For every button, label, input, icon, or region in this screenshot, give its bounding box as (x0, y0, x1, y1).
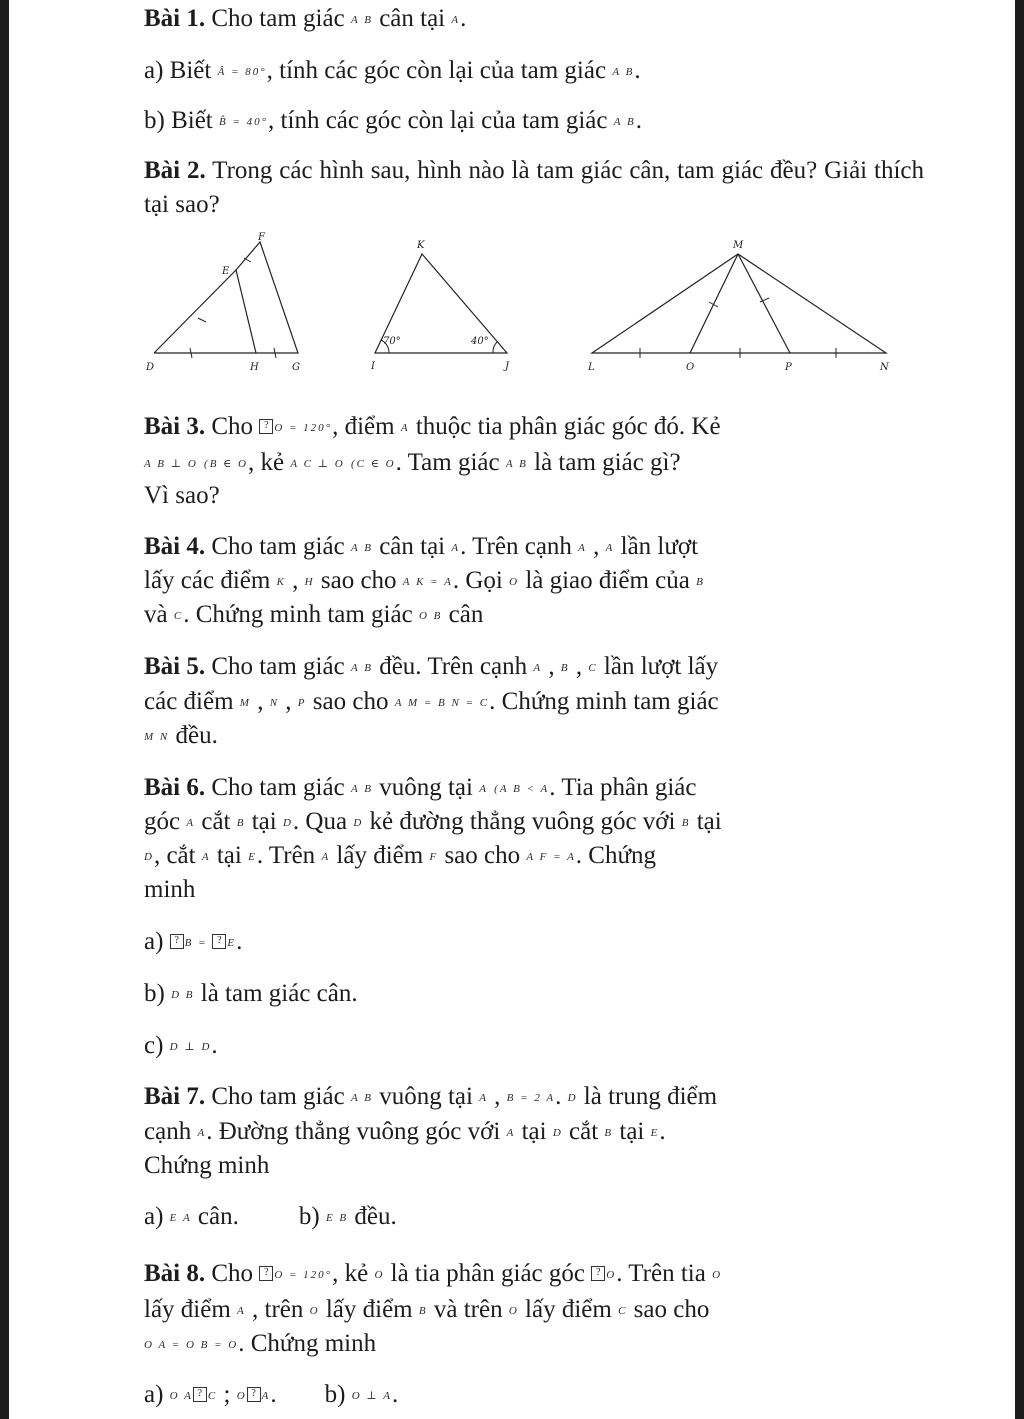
segment-mp (738, 254, 790, 353)
figure-trapezoid-defg (140, 232, 310, 382)
angle-label-i: 70° (383, 336, 401, 347)
bai4-line1: Bài 4. Cho tam giác A B cân tại A. Trên cạnh A , A lần lượt (144, 533, 699, 560)
bai6-line3: D, cắt A tại E. Trên A lấy điểm F sao cho A F = A. Chứng (144, 842, 657, 869)
bai5-line3: M N đều. (144, 722, 218, 749)
bai1-intro: Bài 1. Cho tam giác A B cân tại A. (144, 5, 467, 32)
bai5-line2: các điểm M , N , P sao cho A M = B N = C. Chứng minh tam giác (144, 688, 719, 715)
bai8-parts: a) O A ? C ; O ? A. b) O ⊥ A. (144, 1381, 399, 1408)
bai3-line2: A B ⊥ O (B ∈ O, kẻ A C ⊥ O (C ∈ O. Tam giác A B là tam giác gì? (144, 449, 681, 476)
angle-arc-j (493, 342, 497, 353)
bai2-figures (140, 232, 910, 382)
bai3-line3: Vì sao? (144, 482, 220, 509)
bai7-parts: a) E A cân. b) E B đều. (144, 1203, 397, 1230)
bai7-line1: Bài 7. Cho tam giác A B vuông tại A , B = 2 A. D là trung điểm (144, 1083, 718, 1110)
bai7-line2: cạnh A. Đường thẳng vuông góc với A tại D cắt B tại E. (144, 1118, 666, 1145)
segment-mo (690, 254, 738, 353)
bai2-text: Bài 2. Trong các hình sau, hình nào là tam giác cân, tam giác đều? Giải thích tại sao? (144, 157, 924, 218)
bai6-part-c: c) D ⊥ D. (144, 1032, 218, 1059)
left-dark-border (0, 0, 9, 1419)
label-i: I (371, 361, 375, 372)
bai4-line3: và C. Chứng minh tam giác O B cân (144, 601, 484, 628)
triangle-lmn (592, 254, 886, 353)
bai8-line1: Bài 8. Cho ? O = 120°, kẻ O là tia phân giác góc ? O. Trên tia O (144, 1260, 723, 1287)
bai1-part-b: b) Biết B̂ = 40°, tính các góc còn lại của tam giác A B. (144, 107, 642, 134)
label-h: H (250, 362, 259, 373)
figure-triangle-lmn (580, 232, 910, 382)
bai8-line2: lấy điểm A , trên O lấy điểm B và trên O lấy điểm C sao cho (144, 1296, 710, 1323)
bai1-part-a: a) Biết Â = 80°, tính các góc còn lại của tam giác A B. (144, 57, 641, 84)
bai7-line3: Chứng minh (144, 1152, 270, 1179)
bai6-line2: góc A cắt B tại D. Qua D kẻ đường thẳng vuông góc với B tại (144, 808, 722, 835)
trapezoid-outline (154, 242, 298, 353)
label-o: O (686, 362, 695, 373)
bai6-line1: Bài 6. Cho tam giác A B vuông tại A (A B < A. Tia phân giác (144, 774, 697, 801)
label-m: M (733, 240, 744, 251)
bai6-part-a: a) ? B = ? E. (144, 928, 243, 955)
angle-label-j: 40° (471, 336, 489, 347)
tick-mo (709, 302, 718, 307)
bai4-line2: lấy các điểm K , H sao cho A K = A. Gọi O là giao điểm của B (144, 567, 705, 594)
figure-triangle-ijk (365, 232, 525, 382)
right-dark-border (1015, 0, 1024, 1419)
label-l: L (588, 362, 595, 373)
bai5-line1: Bài 5. Cho tam giác A B đều. Trên cạnh A , B , C lần lượt lấy (144, 653, 719, 680)
label-f: F (258, 232, 265, 243)
label-n: N (880, 362, 889, 373)
label-d: D (146, 362, 155, 373)
label-k: K (417, 240, 425, 251)
label-p: P (785, 362, 792, 373)
label-g: G (292, 362, 300, 373)
segment-eh (236, 270, 256, 353)
label-e: E (222, 266, 230, 277)
bai3-line1: Bài 3. Cho ? O = 120°, điểm A thuộc tia phân giác góc đó. Kẻ (144, 413, 721, 440)
label-j: J (505, 361, 510, 372)
bai6-line4: minh (144, 876, 196, 903)
tick-de (198, 318, 206, 322)
bai8-line3: O A = O B = O. Chứng minh (144, 1330, 377, 1357)
bai6-part-b: b) D B là tam giác cân. (144, 980, 358, 1007)
